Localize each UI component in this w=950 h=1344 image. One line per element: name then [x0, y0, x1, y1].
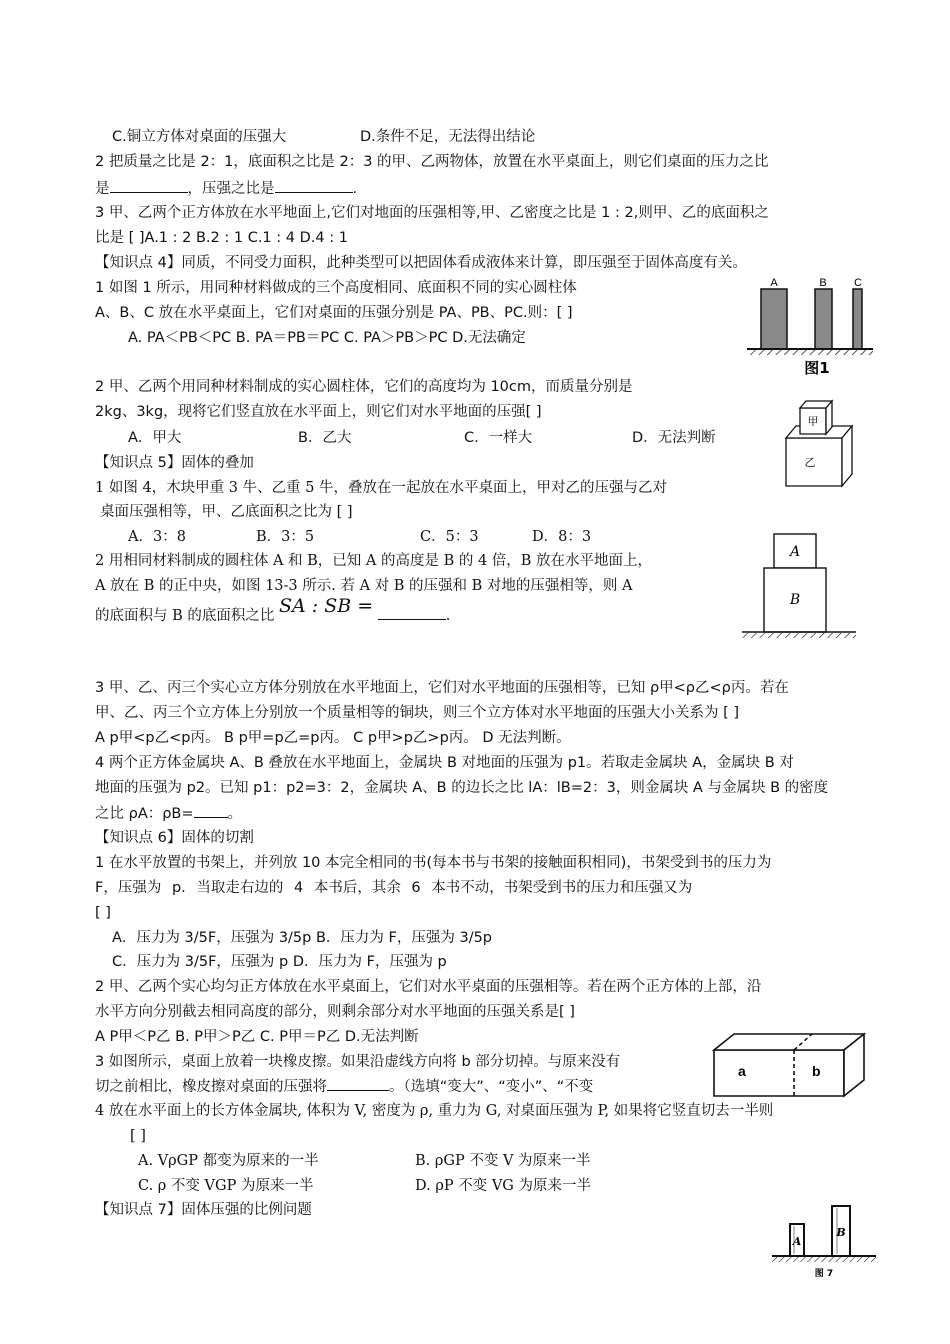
- fig4-label-jia: 甲: [807, 415, 819, 428]
- fig4-label-yi: 乙: [804, 456, 816, 469]
- eraser-figure: [712, 1030, 872, 1098]
- answer-blank: [275, 178, 353, 193]
- eraser-label-b: b: [812, 1063, 821, 1079]
- question-3-options: 比是 [ ]A.1 : 2 B.2 : 1 C.1 : 4 D.4 : 1: [95, 230, 348, 246]
- question-3-text: 3 甲、乙两个正方体放在水平地面上,它们对地面的压强相等,甲、乙密度之比是 1 : 2,则甲、乙的底面积之: [95, 205, 769, 221]
- option-a: A．3：8: [128, 529, 186, 545]
- fig7-caption: 图 7: [814, 1269, 834, 1279]
- answer-blank: [110, 178, 188, 193]
- kp5-question-4-answer: [95, 803, 242, 824]
- knowledge-point-5: 【知识点 5】固体的叠加: [95, 455, 254, 471]
- text: 的底面积与 B 的底面积之比: [95, 608, 275, 624]
- answer-blank: [378, 605, 446, 620]
- answer-blank: [194, 803, 228, 818]
- option-b: B．乙大: [298, 430, 352, 446]
- text: .: [445, 608, 451, 624]
- kp5-question-2-cont: A 放在 B 的正中央，如图 13-3 所示. 若 A 对 B 的压强和 B 对地的压强相等，则 A: [95, 578, 633, 594]
- kp6-question-1-cont: F，压强为 p. 当取走右边的 4 本书后，其余 6 本书不动，书架受到书的压力和压强又为: [95, 880, 693, 896]
- question-2-text: 2 把质量之比是 2：1，底面积之比是 2：3 的甲、乙两物体，放置在水平桌面上，则它们桌面的压力之比: [95, 154, 769, 170]
- option-c-copper: C.铜立方体对桌面的压强大: [112, 129, 287, 145]
- kp4-question-2: 2 甲、乙两个用同种材料制成的实心圆柱体，它们的高度均为 10cm，而质量分别是: [95, 379, 633, 395]
- option-c: C．5：3: [420, 529, 479, 545]
- text: 切之前相比，橡皮擦对桌面的压强将: [95, 1079, 327, 1095]
- kp4-question-1: 1 如图 1 所示，用同种材料做成的三个高度相同、底面积不同的实心圆柱体: [95, 280, 577, 296]
- knowledge-point-7: 【知识点 7】固体压强的比例问题: [95, 1202, 312, 1218]
- kp6-question-3-cont: [95, 1076, 593, 1097]
- fig1-label-b: B: [819, 277, 827, 289]
- option-c: C. ρ 不变 VGP 为原来一半: [138, 1178, 314, 1194]
- fig1-label-c: C: [854, 277, 862, 289]
- kp5-question-3-options: A p甲<p乙<p丙。 B p甲=p乙=p丙。 C p甲>p乙>p丙。 D 无法判断。: [95, 730, 571, 746]
- option-d: D．无法判断: [632, 430, 716, 446]
- fig1-caption: 图1: [804, 359, 830, 377]
- kp6-question-1-options-cd: C．压力为 3/5F，压强为 p D．压力为 F，压强为 p: [112, 954, 447, 970]
- kp6-question-2: 2 甲、乙两个实心均匀正方体放在水平桌面上，它们对水平桌面的压强相等。若在两个正方体的上部，沿: [95, 979, 762, 995]
- text: 。: [227, 806, 243, 822]
- option-b: B．3：5: [256, 529, 315, 545]
- question-2-blanks: [95, 178, 357, 199]
- text: 之比 ρA：ρB=: [95, 806, 194, 822]
- kp5-question-4: 4 两个正方体金属块 A、B 叠放在水平地面上，金属块 B 对地面的压强为 p1。若取走金属块 A，金属块 B 对: [95, 755, 794, 771]
- kp5-question-1: 1 如图 4，木块甲重 3 牛、乙重 5 牛，叠放在一起放在水平桌面上，甲对乙的压强与乙对: [95, 480, 668, 496]
- figure-1-cylinders: [745, 275, 875, 375]
- kp4-question-1-options: A. PA＜PB＜PC B. PA＝PB＝PC C. PA＞PB＞PC D.无法确定: [128, 330, 526, 346]
- fig7-label-b: B: [836, 1226, 846, 1239]
- fig13-label-b: B: [789, 592, 801, 608]
- kp6-question-1-bracket: [ ]: [95, 905, 111, 921]
- figure-13-3-stacked-blocks: [740, 530, 860, 640]
- text: ，压强之比是: [187, 181, 275, 197]
- eraser-label-a: a: [738, 1063, 746, 1079]
- text: .: [352, 181, 358, 197]
- kp6-question-4: 4 放在水平面上的长方体金属块, 体积为 V, 密度为 ρ, 重力为 G, 对桌面压强为 P, 如果将它竖直切去一半则: [95, 1103, 774, 1119]
- text: 是: [95, 181, 110, 197]
- option-a: A. VρGP 都变为原来的一半: [138, 1153, 319, 1169]
- figure-4-stacked-cubes: [780, 398, 860, 488]
- figure-7-cylinders: [770, 1200, 880, 1280]
- knowledge-point-6: 【知识点 6】固体的切割: [95, 830, 254, 846]
- text: 。（选填“变大”、“变小”、“不变: [389, 1079, 594, 1095]
- ratio-formula: SA : SB =: [278, 595, 374, 617]
- kp6-question-1-options-ab: A．压力为 3/5F，压强为 3/5p B．压力为 F，压强为 3/5p: [112, 930, 493, 946]
- fig7-label-a: A: [792, 1235, 802, 1248]
- kp5-question-3-cont: 甲、乙、丙三个立方体上分别放一个质量相等的铜块，则三个立方体对水平地面的压强大小关系为 [ ]: [95, 705, 740, 721]
- option-c: C．一样大: [464, 430, 533, 446]
- kp5-question-1-cont: 桌面压强相等，甲、乙底面积之比为 [ ]: [100, 504, 353, 520]
- option-d: D．8：3: [532, 529, 592, 545]
- kp6-question-3: 3 如图所示，桌面上放着一块橡皮擦。如果沿虚线方向将 b 部分切掉。与原来没有: [95, 1054, 621, 1070]
- kp5-question-2: 2 用相同材料制成的圆柱体 A 和 B，已知 A 的高度是 B 的 4 倍，B 放在水平地面上，: [95, 553, 653, 569]
- fig1-label-a: A: [770, 277, 778, 289]
- knowledge-point-4: 【知识点 4】同质，不同受力面积，此种类型可以把固体看成液体来计算，即压强至于固体高度有关。: [95, 255, 747, 271]
- kp6-question-4-bracket: [ ]: [130, 1128, 146, 1144]
- kp6-question-1: 1 在水平放置的书架上，并列放 10 本完全相同的书(每本书与书架的接触面积相同)，书架受到书的压力为: [95, 855, 772, 871]
- answer-blank: [327, 1076, 389, 1091]
- option-b: B. ρGP 不变 V 为原来一半: [415, 1153, 591, 1169]
- kp4-question-2-cont: 2kg、3kg，现将它们竖直放在水平面上，则它们对水平地面的压强[ ]: [95, 404, 542, 420]
- option-d: D. ρP 不变 VG 为原来一半: [415, 1178, 591, 1194]
- kp4-question-1-cont: A、B、C 放在水平桌面上，它们对桌面的压强分别是 PA、PB、PC.则：[ ]: [95, 305, 573, 321]
- kp5-question-4-cont: 地面的压强为 p2。已知 p1：p2=3：2，金属块 A、B 的边长之比 lA：lB=2：3，则金属块 A 与金属块 B 的密度: [95, 780, 829, 796]
- option-a: A．甲大: [128, 430, 182, 446]
- kp5-question-2-ratio: [95, 595, 451, 626]
- kp6-question-2-options: A P甲＜P乙 B. P甲＞P乙 C. P甲＝P乙 D.无法判断: [95, 1029, 419, 1045]
- kp5-question-3: 3 甲、乙、丙三个实心立方体分别放在水平地面上，它们对水平地面的压强相等，已知 ρ甲<ρ乙<ρ丙。若在: [95, 680, 789, 696]
- fig13-label-a: A: [789, 544, 801, 560]
- option-d-insufficient: D.条件不足，无法得出结论: [360, 129, 536, 145]
- kp6-question-2-cont: 水平方向分别截去相同高度的部分，则剩余部分对水平地面的压强关系是[ ]: [95, 1004, 575, 1020]
